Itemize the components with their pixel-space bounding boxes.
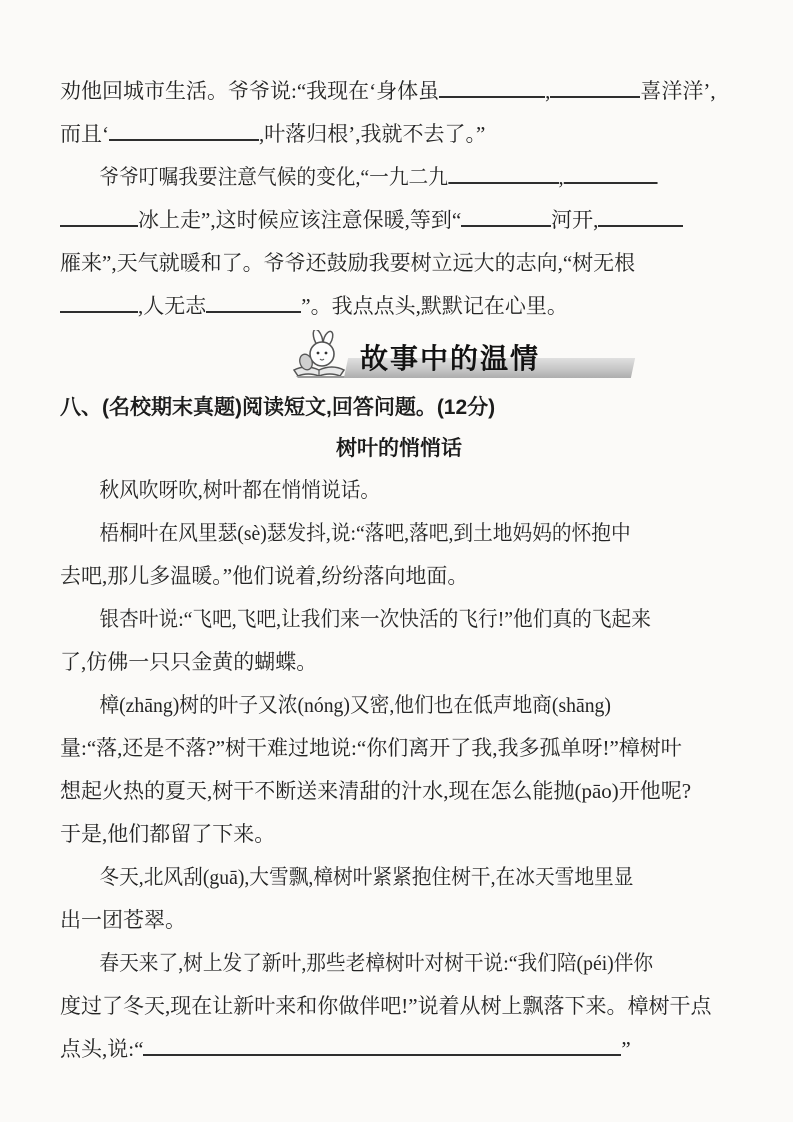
text-run: 冬天,北风刮(guā),大雪飘,樟树叶紧紧抱住树干,在冰天雪地里显 bbox=[99, 865, 634, 889]
text-line bbox=[60, 242, 738, 285]
answer-blank bbox=[564, 177, 658, 184]
answer-blank bbox=[206, 306, 301, 313]
section-banner bbox=[60, 332, 738, 386]
text-line bbox=[60, 469, 696, 512]
text-line bbox=[60, 684, 696, 727]
text-run: , bbox=[558, 165, 564, 189]
text-line bbox=[60, 770, 738, 813]
rabbit-reading-icon bbox=[288, 330, 352, 382]
text-run: 河开, bbox=[551, 208, 599, 232]
text-run: 爷爷叮嘱我要注意气候的变化,“一九二九 bbox=[99, 165, 448, 189]
text-line bbox=[60, 899, 738, 942]
text-run: 于是,他们都留了下来。 bbox=[60, 822, 276, 846]
section-heading: 八、(名校期末真题)阅读短文,回答问题。(12分) bbox=[60, 396, 496, 419]
reading-passage bbox=[60, 469, 738, 1071]
text-line bbox=[60, 113, 738, 156]
banner-title: 故事中的温情 bbox=[360, 343, 541, 374]
text-line bbox=[60, 285, 738, 328]
text-run: 想起火热的夏天,树干不断送来清甜的汁水,现在怎么能抛(pāo)开他呢? bbox=[60, 779, 692, 803]
text-run: 樟(zhāng)树的叶子又浓(nóng)又密,他们也在低声地商(shāng) bbox=[99, 693, 611, 717]
text-line bbox=[60, 598, 696, 641]
text-line bbox=[60, 70, 738, 113]
text-run: 秋风吹呀吹,树叶都在悄悄说话。 bbox=[99, 478, 381, 502]
answer-blank bbox=[598, 220, 683, 227]
text-run: 了,仿佛一只只金黄的蝴蝶。 bbox=[60, 650, 318, 674]
text-line bbox=[60, 727, 738, 770]
answer-blank bbox=[439, 91, 545, 98]
text-run: 春天来了,树上发了新叶,那些老樟树叶对树干说:“我们陪(péi)伴你 bbox=[99, 951, 654, 975]
text-run: 度过了冬天,现在让新叶来和你做伴吧!”说着从树上飘落下来。樟树干点 bbox=[60, 994, 712, 1018]
text-line bbox=[60, 1028, 738, 1071]
intro-fill-in-paragraphs bbox=[60, 70, 738, 328]
answer-blank bbox=[60, 220, 138, 227]
text-line bbox=[60, 856, 696, 899]
text-line bbox=[60, 199, 738, 242]
text-run: 点头,说:“ bbox=[60, 1037, 144, 1061]
reading-passage-title: 树叶的悄悄话 bbox=[336, 437, 462, 460]
text-run: 去吧,那儿多温暖。”他们说着,纷纷落向地面。 bbox=[60, 564, 469, 588]
answer-blank bbox=[109, 134, 259, 141]
text-line bbox=[60, 813, 738, 856]
answer-blank bbox=[143, 1049, 621, 1056]
text-line bbox=[60, 555, 738, 598]
text-run: ”。我点点头,默默记在心里。 bbox=[301, 294, 568, 318]
answer-blank bbox=[448, 177, 559, 184]
text-run: 雁来”,天气就暖和了。爷爷还鼓励我要树立远大的志向,“树无根 bbox=[60, 251, 636, 275]
text-line bbox=[60, 985, 738, 1028]
answer-blank bbox=[550, 91, 640, 98]
text-run: ” bbox=[621, 1037, 631, 1061]
answer-blank bbox=[60, 306, 138, 313]
text-run: 量:“落,还是不落?”树干难过地说:“你们离开了我,我多孤单呀!”樟树叶 bbox=[60, 736, 682, 760]
text-line bbox=[60, 512, 696, 555]
text-line bbox=[60, 942, 696, 985]
text-run: ,人无志 bbox=[138, 294, 207, 318]
text-run: 喜洋洋’, bbox=[640, 79, 716, 103]
text-run: 而且‘ bbox=[60, 122, 109, 146]
text-run: , bbox=[545, 79, 551, 103]
answer-blank bbox=[461, 220, 551, 227]
text-run: 银杏叶说:“飞吧,飞吧,让我们来一次快活的飞行!”他们真的飞起来 bbox=[99, 607, 651, 631]
text-line bbox=[60, 156, 696, 199]
text-line bbox=[60, 641, 738, 684]
text-run: 出一团苍翠。 bbox=[60, 908, 186, 932]
text-run: ,叶落归根’,我就不去了。” bbox=[259, 122, 486, 146]
text-run: 冰上走”,这时候应该注意保暖,等到“ bbox=[138, 208, 462, 232]
text-run: 劝他回城市生活。爷爷说:“我现在‘身体虽 bbox=[60, 79, 440, 103]
text-run: 梧桐叶在风里瑟(sè)瑟发抖,说:“落吧,落吧,到土地妈妈的怀抱中 bbox=[99, 521, 631, 545]
